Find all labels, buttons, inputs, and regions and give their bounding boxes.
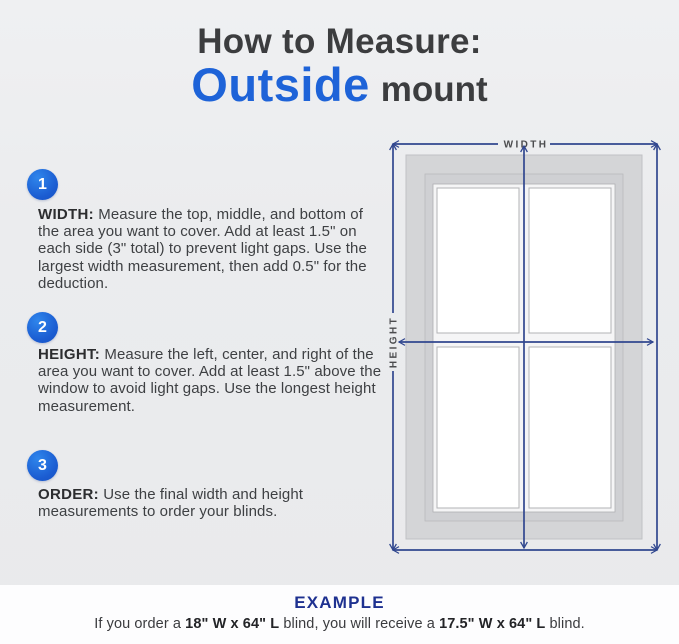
title-suffix: mount <box>380 70 488 110</box>
window-pane-top-right <box>529 188 611 333</box>
example-part3: blind. <box>545 616 585 632</box>
title-highlight: Outside <box>191 58 370 112</box>
window-pane-bottom-left <box>437 347 519 508</box>
step-3-label: ORDER: <box>38 486 99 503</box>
step-2-badge: 2 <box>27 312 58 343</box>
example-heading: EXAMPLE <box>294 593 385 612</box>
example-size-received: 17.5" W x 64" L <box>439 616 546 632</box>
step-2-body: Measure the left, center, and right of the area you want to cover. Add at least 1.5" above the window to avoid light gaps. Use the longest height measurement. <box>38 346 382 415</box>
example-footer <box>0 585 679 644</box>
step-2-label: HEIGHT: <box>38 346 101 363</box>
title-line1: How to Measure: <box>197 22 482 61</box>
height-label: HEIGHT <box>388 315 400 369</box>
step-1-label: WIDTH: <box>38 206 94 223</box>
title-line2 <box>0 59 679 112</box>
example-size-ordered: 18" W x 64" L <box>185 616 280 632</box>
step-1-badge: 1 <box>27 169 58 200</box>
step-3-badge: 3 <box>27 450 58 481</box>
width-label: WIDTH <box>503 139 549 151</box>
step-2-text <box>38 346 383 415</box>
window-measure-diagram <box>380 130 672 570</box>
page-title <box>0 22 679 112</box>
example-part2: blind, you will receive a <box>279 616 440 632</box>
step-1-body: Measure the top, middle, and bottom of the area you want to cover. Add at least 1.5" on each side (3" total) to prevent light gaps. Use the largest width measurement, then add 0.5" for the deduction. <box>38 206 367 292</box>
step-1-text <box>38 206 383 292</box>
example-sentence <box>0 616 679 632</box>
window-pane-top-left <box>437 188 519 333</box>
window-pane-bottom-right <box>529 347 611 508</box>
step-3-text <box>38 486 383 520</box>
step-3-body: Use the final width and height measurements to order your blinds. <box>38 486 304 521</box>
example-part1: If you order a <box>94 616 186 632</box>
